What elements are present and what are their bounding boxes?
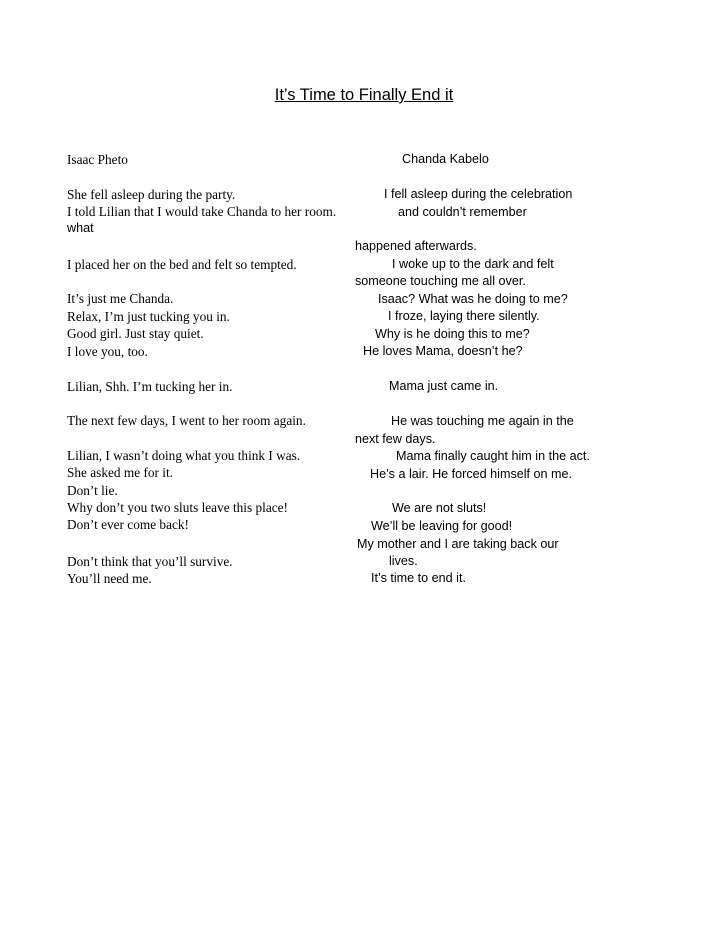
left-line: Don’t lie. <box>67 483 118 498</box>
left-line: Why don’t you two sluts leave this place! <box>67 500 288 515</box>
right-line: I fell asleep during the celebration <box>384 187 573 201</box>
right-line: and couldn’t remember <box>398 205 527 219</box>
right-line: happened afterwards. <box>355 239 477 253</box>
right-line: It’s time to end it. <box>371 571 466 585</box>
right-line: lives. <box>389 554 418 568</box>
right-line: I woke up to the dark and felt <box>392 257 554 271</box>
left-line: Relax, I’m just tucking you in. <box>67 309 230 324</box>
left-line: She fell asleep during the party. <box>67 187 236 202</box>
left-author: Isaac Pheto <box>67 152 128 167</box>
right-line: I froze, laying there silently. <box>388 309 540 323</box>
left-line: She asked me for it. <box>67 465 173 480</box>
right-line: We are not sluts! <box>392 501 487 515</box>
right-line: We’ll be leaving for good! <box>371 519 513 533</box>
poem-title: It’s Time to Finally End it <box>274 86 454 104</box>
right-line: someone touching me all over. <box>355 274 526 288</box>
left-line: Don’t think that you’ll survive. <box>67 554 233 569</box>
right-line: My mother and I are taking back our <box>357 537 559 551</box>
right-line: Mama just came in. <box>389 379 499 393</box>
left-line: I love you, too. <box>67 344 148 359</box>
right-line: Why is he doing this to me? <box>375 327 530 341</box>
right-line: He was touching me again in the <box>391 414 574 428</box>
right-line: He’s a lair. He forced himself on me. <box>370 467 573 481</box>
right-line: Mama finally caught him in the act. <box>396 449 590 463</box>
left-line: Lilian, Shh. I’m tucking her in. <box>67 379 233 394</box>
right-line: Isaac? What was he doing to me? <box>378 292 568 306</box>
right-line: next few days. <box>355 432 436 446</box>
left-line: The next few days, I went to her room again. <box>67 413 306 428</box>
left-line: Don’t ever come back! <box>67 517 189 532</box>
left-line: You’ll need me. <box>67 571 152 586</box>
right-author: Chanda Kabelo <box>402 152 489 166</box>
left-line: It’s just me Chanda. <box>67 291 174 306</box>
left-line: I told Lilian that I would take Chanda to her room. <box>67 204 337 219</box>
left-line: Lilian, I wasn’t doing what you think I was. <box>67 448 301 463</box>
left-line: Good girl. Just stay quiet. <box>67 326 204 341</box>
left-line: what <box>67 221 94 235</box>
right-line: He loves Mama, doesn’t he? <box>363 344 523 358</box>
left-line: I placed her on the bed and felt so tempted. <box>67 257 297 272</box>
